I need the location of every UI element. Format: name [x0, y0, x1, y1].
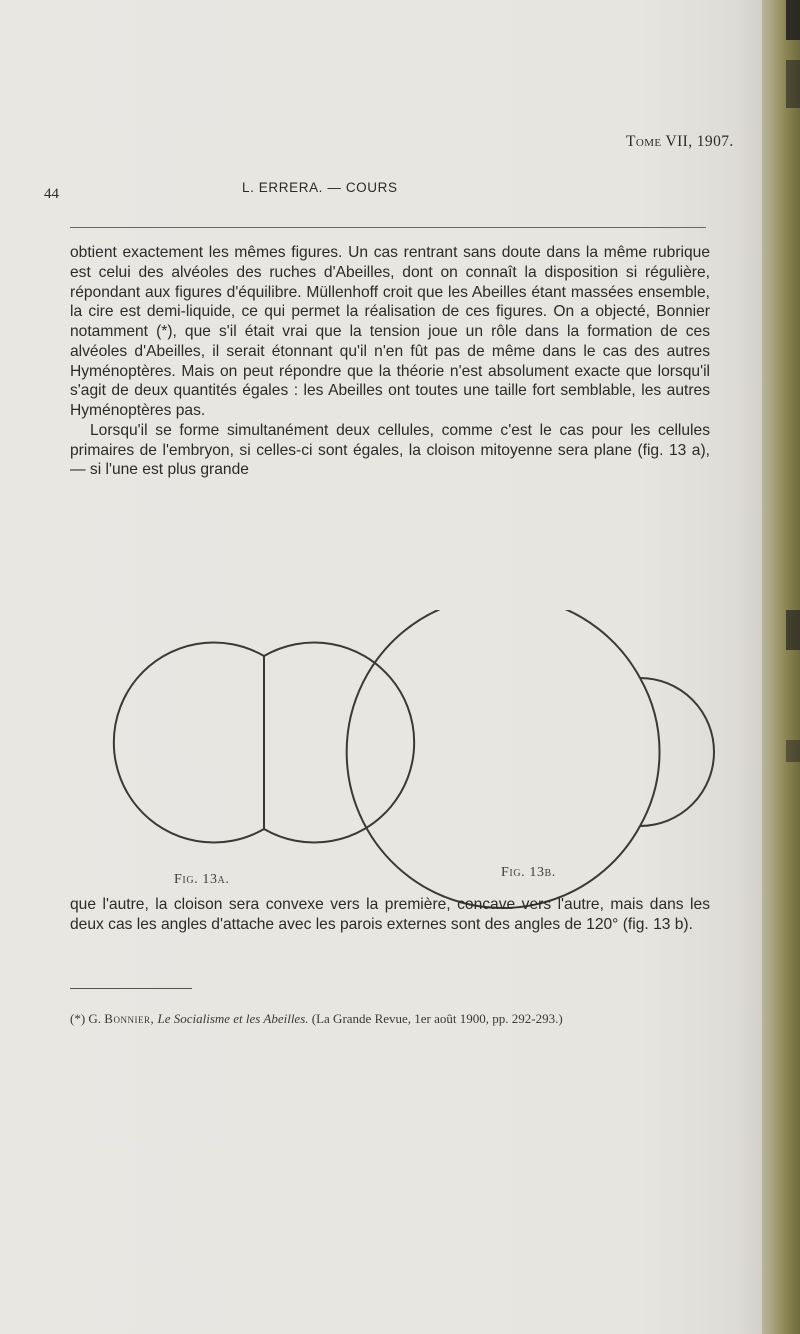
- edge-shadow-mark: [786, 0, 800, 40]
- footnote-title: Le Socialisme et les Abeilles.: [157, 1011, 309, 1026]
- edge-shadow-mark: [786, 60, 800, 108]
- paragraph-1: obtient exactement les mêmes figures. Un cas rentrant sans doute dans la même rubrique est celui des alvéoles des ruches d'Abeilles, dont on connaît la disposition si régulière, répondant aux figures d'équilibre. Müllenhoff croit que les Abeilles étant massées ensemble, la cire est demi-liquide, ce qui permet la réalisation de ces figures. On a objecté, Bonnier notamment (*), que s'il était vrai que la tension joue un rôle dans la formation de ces alvéoles d'Abeilles, il serait étonnant qu'il n'en fût pas de même dans le cas des autres Hyménoptères. Mais on peut répondre que la théorie n'est absolument exacte que lorsqu'il s'agit de deux quantités égales : les Abeilles ont toutes une taille fort semblable, les autres Hyménoptères pas.: [70, 244, 710, 419]
- figures-svg: [0, 610, 800, 910]
- footnote-marker: (*) G.: [70, 1011, 102, 1026]
- fig-13a-left-cell: [114, 643, 264, 843]
- fig-13a-caption: Fig. 13a.: [174, 872, 230, 887]
- header-rule: [70, 227, 706, 228]
- continuation-text: [70, 895, 710, 935]
- footnote-source: (La Grande Revue, 1er août 1900, pp. 292-293.): [311, 1011, 563, 1026]
- fig-13b-caption: Fig. 13b.: [501, 865, 556, 880]
- page-number: 44: [44, 186, 59, 202]
- footnote-rule: [70, 988, 192, 989]
- paragraph-2: Lorsqu'il se forme simultanément deux cellules, comme c'est le cas pour les cellules primaires de l'embryon, si celles-ci sont égales, la cloison mitoyenne sera plane (fig. 13 a), — si l'une est plus grande: [70, 421, 710, 479]
- fig-13b-large-cell: [347, 610, 640, 908]
- paragraph-continuation: que l'autre, la cloison sera convexe vers la première, concave vers l'autre, mais dans les deux cas les angles d'attache avec les parois externes sont des angles de 120° (fig. 13 b).: [70, 896, 710, 933]
- main-text: [70, 243, 710, 480]
- fig-13a-right-cell: [264, 643, 414, 843]
- fig-13b-partition: [640, 678, 660, 826]
- fig-13b-drawing: [347, 610, 714, 908]
- footnote-author: Bonnier,: [104, 1011, 155, 1026]
- footnote: [70, 1009, 730, 1029]
- running-head: L. ERRERA. — COURS: [242, 180, 398, 195]
- volume-header: Tome VII, 1907.: [626, 133, 734, 150]
- figure-area: [0, 610, 800, 910]
